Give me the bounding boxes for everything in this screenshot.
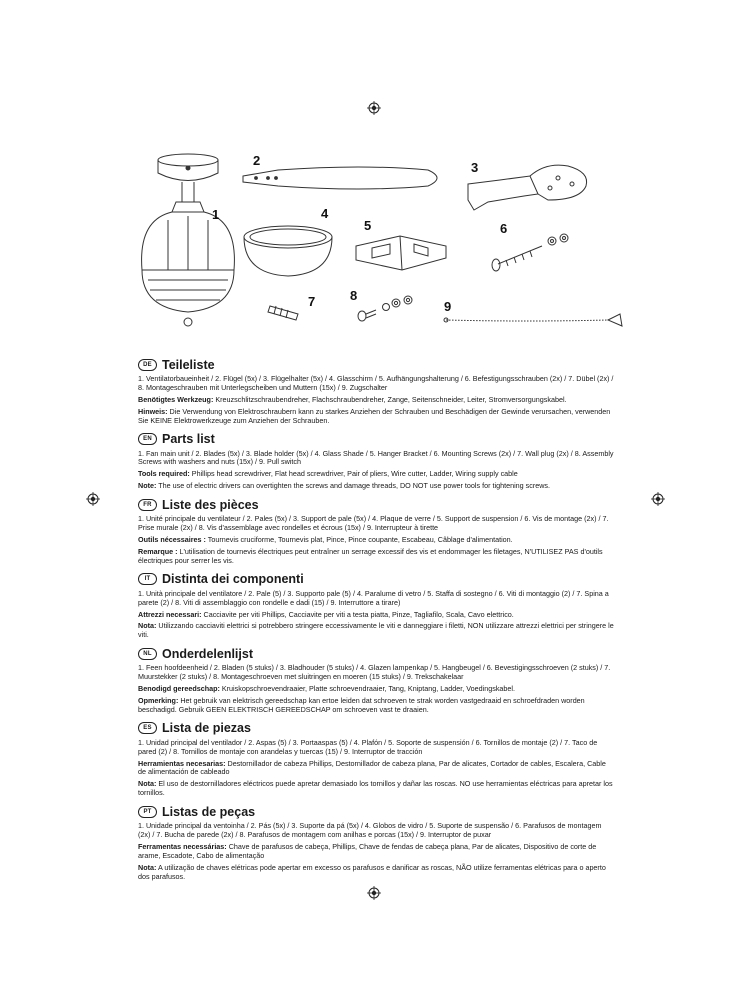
part-number-3: 3 — [471, 160, 479, 175]
parts-list-text — [138, 356, 614, 887]
fan-main-unit-illustration — [142, 154, 235, 326]
parts-list-text: 1. Unidad principal del ventilador / 2. Aspas (5) / 3. Portaaspas (5) / 4. Plafón / 5. Soporte de suspensión / 6. Tornillos de montaje (2) / 7. Taco de pared (2) / 8. Tornillos de montaje con arandelas y tuercas (15) / 9. Interruptor de tracción — [138, 737, 598, 756]
section-en — [138, 431, 614, 492]
section-header — [138, 571, 614, 588]
language-badge: FR — [138, 499, 157, 511]
part-number-2: 2 — [253, 153, 261, 168]
language-badge: DE — [138, 359, 157, 371]
registration-mark-bottom — [367, 886, 381, 900]
section-header — [138, 431, 614, 448]
note: Nota: A utilização de chaves elétricas pode apertar em excesso os parafusos e danificar as roscas, NÃO utilize ferramentas elétricas para o aperto dos parafusos. — [138, 862, 606, 881]
parts-list-text: 1. Feen hoofdeenheid / 2. Bladen (5 stuks) / 3. Bladhouder (5 stuks) / 4. Glazen lampenkap / 5. Hangbeugel / 6. Bevestigingsschroeven (2 stuks) / 7. Muurstekker (2 stuks) / 8. Montageschroeven met sluitringen en moeren (15 stuks) / 9. Trekschakelaar — [138, 663, 611, 682]
note: Nota: El uso de destornilladores eléctricos puede apretar demasiado los tornillos y dañar las roscas. NO use herramientas eléctricas para apretar los tornillos. — [138, 779, 613, 798]
parts-list-text: 1. Unità principale del ventilatore / 2. Pale (5) / 3. Supporto pale (5) / 4. Paralume di vetro / 5. Staffa di sostegno / 6. Viti di montaggio (2) / 7. Spina a parete (2) / 8. Viti di assemblaggio con rondelle e dadi (15) / 9. Interruttore a tirare) — [138, 588, 609, 607]
parts-list-text: 1. Fan main unit / 2. Blades (5x) / 3. Blade holder (5x) / 4. Glass Shade / 5. Hanger Bracket / 6. Mounting Screws (2x) / 7. Wall plug (2x) / 8. Assembly Screws with washers and nuts (15x) / 9. Pull switch — [138, 448, 614, 467]
section-header — [138, 356, 614, 373]
part-number-4: 4 — [321, 206, 329, 221]
parts-diagram — [128, 140, 628, 352]
note: Hinweis: Die Verwendung von Elektroschraubern kann zu starkes Anziehen der Schrauben und Beschädigen der Gewinde verursachen, verwenden Sie KEINE Elektrowerkzeuge zum Anziehen der Schrauben. — [138, 406, 611, 425]
section-header — [138, 496, 614, 513]
section-header — [138, 803, 614, 820]
registration-mark-right — [651, 492, 665, 506]
parts-illustration — [128, 140, 628, 352]
section-de — [138, 356, 614, 426]
tools-required: Benodigd gereedschap: Kruiskopschroevendraaier, Platte schroevendraaier, Tang, Kniptang, Ladder, Voedingskabel. — [138, 684, 516, 694]
mounting-screw-illustration — [492, 234, 568, 271]
section-title: Teileliste — [162, 357, 215, 372]
note: Nota: Utilizzando cacciaviti elettrici si potrebbero stringere eccessivamente le viti e danneggiare i filetti, NON utilizzare attrezzi elettrici per stringere le viti. — [138, 621, 614, 640]
section-pt — [138, 803, 614, 881]
parts-list-text: 1. Ventilatorbaueinheit / 2. Flügel (5x) / 3. Flügelhalter (5x) / 4. Glasschirm / 5. Aufhängungshalterung / 6. Befestigungsschrauben (2x) / 7. Dübel (2x) / 8. Montageschrauben mit Unterlegscheiben und Muttern (15x) / 9. Zugschalter — [138, 374, 614, 392]
section-title: Parts list — [162, 432, 215, 447]
section-title: Liste des pièces — [162, 497, 259, 512]
section-title: Distinta dei componenti — [162, 572, 304, 587]
pull-switch-illustration — [444, 314, 622, 326]
registration-mark-top — [367, 101, 381, 115]
language-badge: IT — [138, 573, 157, 585]
section-title: Onderdelenlijst — [162, 646, 253, 661]
part-number-6: 6 — [500, 221, 508, 236]
section-es — [138, 720, 614, 798]
hanger-bracket-illustration — [356, 236, 446, 270]
tools-required: Attrezzi necessari: Cacciavite per viti Phillips, Cacciavite per viti a testa piatta, Pinze, Tagliafilo, Scala, Cavo elettrico. — [138, 609, 514, 619]
language-badge: NL — [138, 648, 157, 660]
glass-shade-illustration — [244, 226, 332, 276]
blade-holder-illustration — [468, 165, 587, 210]
note: Note: The use of electric drivers can overtighten the screws and damage threads, DO NOT use power tools for tightening screws. — [138, 481, 551, 491]
section-it — [138, 571, 614, 641]
section-header — [138, 645, 614, 662]
note: Remarque : L'utilisation de tournevis électriques peut entraîner un serrage excessif des vis et endommager les filetages, N'UTILISEZ PAS d'outils électriques pour serrer les vis. — [138, 546, 603, 565]
part-number-7: 7 — [308, 294, 316, 309]
tools-required: Herramientas necesarias: Destornillador de cabeza Phillips, Destornillador de cabeza plana, Par de alicates, Cortador de cables, Escalera, Cable de alimentación de cableado — [138, 758, 606, 777]
language-badge: PT — [138, 806, 157, 818]
parts-list-text: 1. Unité principale du ventilateur / 2. Pales (5x) / 3. Support de pale (5x) / 4. Plaque de verre / 5. Support de suspension / 6. Vis de montage (2x) / 7. Prise murale (2x) / 8. Vis d'assemblage avec rondelles et écrous (15x) / 9. Interrupteur à tirette — [138, 514, 609, 533]
wall-plug-illustration — [268, 306, 298, 320]
section-title: Lista de piezas — [162, 721, 251, 736]
tools-required: Ferramentas necessárias: Chave de parafusos de cabeça, Phillips, Chave de fendas de cabeça plana, Par de alicates, Dispositivo de corte de arame, Escadote, Cabo de alimentação — [138, 842, 597, 860]
blade-illustration — [243, 167, 437, 189]
language-badge: ES — [138, 722, 157, 734]
part-number-9: 9 — [444, 299, 452, 314]
section-fr — [138, 496, 614, 566]
registration-mark-left — [86, 492, 100, 506]
note: Opmerking: Het gebruik van elektrisch gereedschap kan ertoe leiden dat schroeven te strak worden vastgedraaid en schroefdraden worden beschadigd. Gebruik GEEN ELEKTRISCH GEREEDSCHAP om schroeven vast te draaien. — [138, 695, 585, 714]
section-header — [138, 720, 614, 737]
tools-required: Outils nécessaires : Tournevis cruciforme, Tournevis plat, Pince, Pince coupante, Escabeau, Câblage d'alimentation. — [138, 534, 513, 544]
part-number-5: 5 — [364, 218, 372, 233]
section-title: Listas de peças — [162, 804, 256, 819]
part-number-1: 1 — [212, 207, 220, 222]
section-nl — [138, 645, 614, 715]
language-badge: EN — [138, 433, 157, 445]
assembly-screw-illustration — [358, 296, 412, 321]
parts-list-text: 1. Unidade principal da ventoinha / 2. Pás (5x) / 3. Suporte da pá (5x) / 4. Globos de vidro / 5. Suporte de suspensão / 6. Parafusos de montagem (2x) / 7. Bucha de parede (2x) / 8. Parafusos de montagem com anilhas e porcas (15x) / 9. Interruptor de puxar — [138, 821, 602, 840]
tools-required: Benötigtes Werkzeug: Kreuzschlitzschraubendreher, Flachschraubendreher, Zange, Seitenschneider, Leiter, Stromversorgungskabel. — [138, 394, 567, 404]
tools-required: Tools required: Phillips head screwdriver, Flat head screwdriver, Pair of pliers, Wire cutter, Ladder, Wiring supply cable — [138, 469, 518, 479]
part-number-8: 8 — [350, 288, 358, 303]
